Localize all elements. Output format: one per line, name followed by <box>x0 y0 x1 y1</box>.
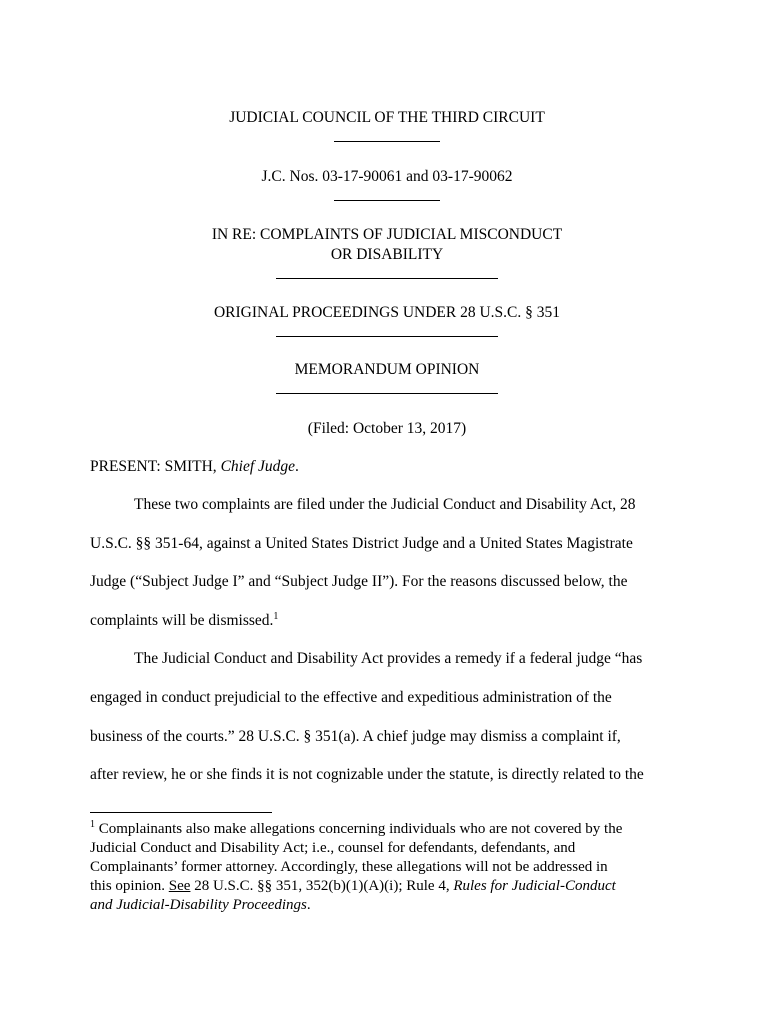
footnote-separator <box>90 812 272 813</box>
paragraph-1-line: U.S.C. §§ 351-64, against a United States District Judge and a United States Magistrate <box>90 535 633 552</box>
paragraph-1-text: complaints will be dismissed. <box>90 612 274 629</box>
divider <box>334 141 440 142</box>
see-signal: See <box>168 878 191 894</box>
present-prefix: PRESENT: SMITH, <box>90 458 221 475</box>
rules-title-part-1: Rules for Judicial-Conduct <box>453 878 616 894</box>
filed-date: (Filed: October 13, 2017) <box>307 420 467 437</box>
footnote-line <box>90 820 622 839</box>
proceedings-title: ORIGINAL PROCEEDINGS UNDER 28 U.S.C. § 351 <box>213 304 561 321</box>
paragraph-2-line: business of the courts.” 28 U.S.C. § 351(a). A chief judge may dismiss a complaint if, <box>90 728 621 745</box>
footnote-line: Judicial Conduct and Disability Act; i.e., counsel for defendants, defendants, and <box>90 840 576 856</box>
divider <box>276 336 498 337</box>
divider <box>276 278 498 279</box>
paragraph-2-line: The Judicial Conduct and Disability Act provides a remedy if a federal judge “has <box>134 650 643 667</box>
footnote-line: Complainants’ former attorney. Accordingly, these allegations will not be addressed in <box>90 859 608 875</box>
footnote-period: . <box>306 897 311 913</box>
council-heading <box>90 108 684 148</box>
rules-title-part-2: and Judicial-Disability Proceedings <box>90 897 307 913</box>
present-line <box>90 457 684 477</box>
in-re-line-2: OR DISABILITY <box>330 246 444 263</box>
footnote-text: Complainants also make allegations concerning individuals who are not covered by the <box>95 821 623 837</box>
footnote-number: 1 <box>90 819 95 830</box>
present-suffix: . <box>295 458 299 475</box>
in-re-block <box>90 225 684 285</box>
footnote-reference[interactable]: 1 <box>273 611 279 622</box>
divider <box>276 393 498 394</box>
paragraph-2-line: engaged in conduct prejudicial to the effective and expeditious administration of the <box>90 689 612 706</box>
proceedings-block <box>90 303 684 343</box>
divider <box>334 200 440 201</box>
footnote-text: this opinion. <box>90 878 169 894</box>
opinion-type: MEMORANDUM OPINION <box>294 361 480 378</box>
council-title: JUDICIAL COUNCIL OF THE THIRD CIRCUIT <box>229 109 545 126</box>
opinion-type-block <box>90 360 684 400</box>
in-re-line-1: IN RE: COMPLAINTS OF JUDICIAL MISCONDUCT <box>211 226 563 243</box>
footnote-line <box>90 896 311 915</box>
case-numbers: J.C. Nos. 03-17-90061 and 03-17-90062 <box>261 168 513 185</box>
footnote-citation: 28 U.S.C. §§ 351, 352(b)(1)(A)(i); Rule 4, <box>190 878 454 894</box>
present-title: Chief Judge <box>220 458 296 475</box>
paragraph-1-line: These two complaints are filed under the Judicial Conduct and Disability Act, 28 <box>134 496 636 513</box>
footnote-line <box>90 877 616 896</box>
paragraph-1-line: Judge (“Subject Judge I” and “Subject Judge II”). For the reasons discussed below, the <box>90 573 628 590</box>
paragraph-2-line: after review, he or she finds it is not cognizable under the statute, is directly related to the <box>90 766 644 783</box>
case-numbers-block <box>90 167 684 207</box>
paragraph-1-line <box>90 611 684 631</box>
